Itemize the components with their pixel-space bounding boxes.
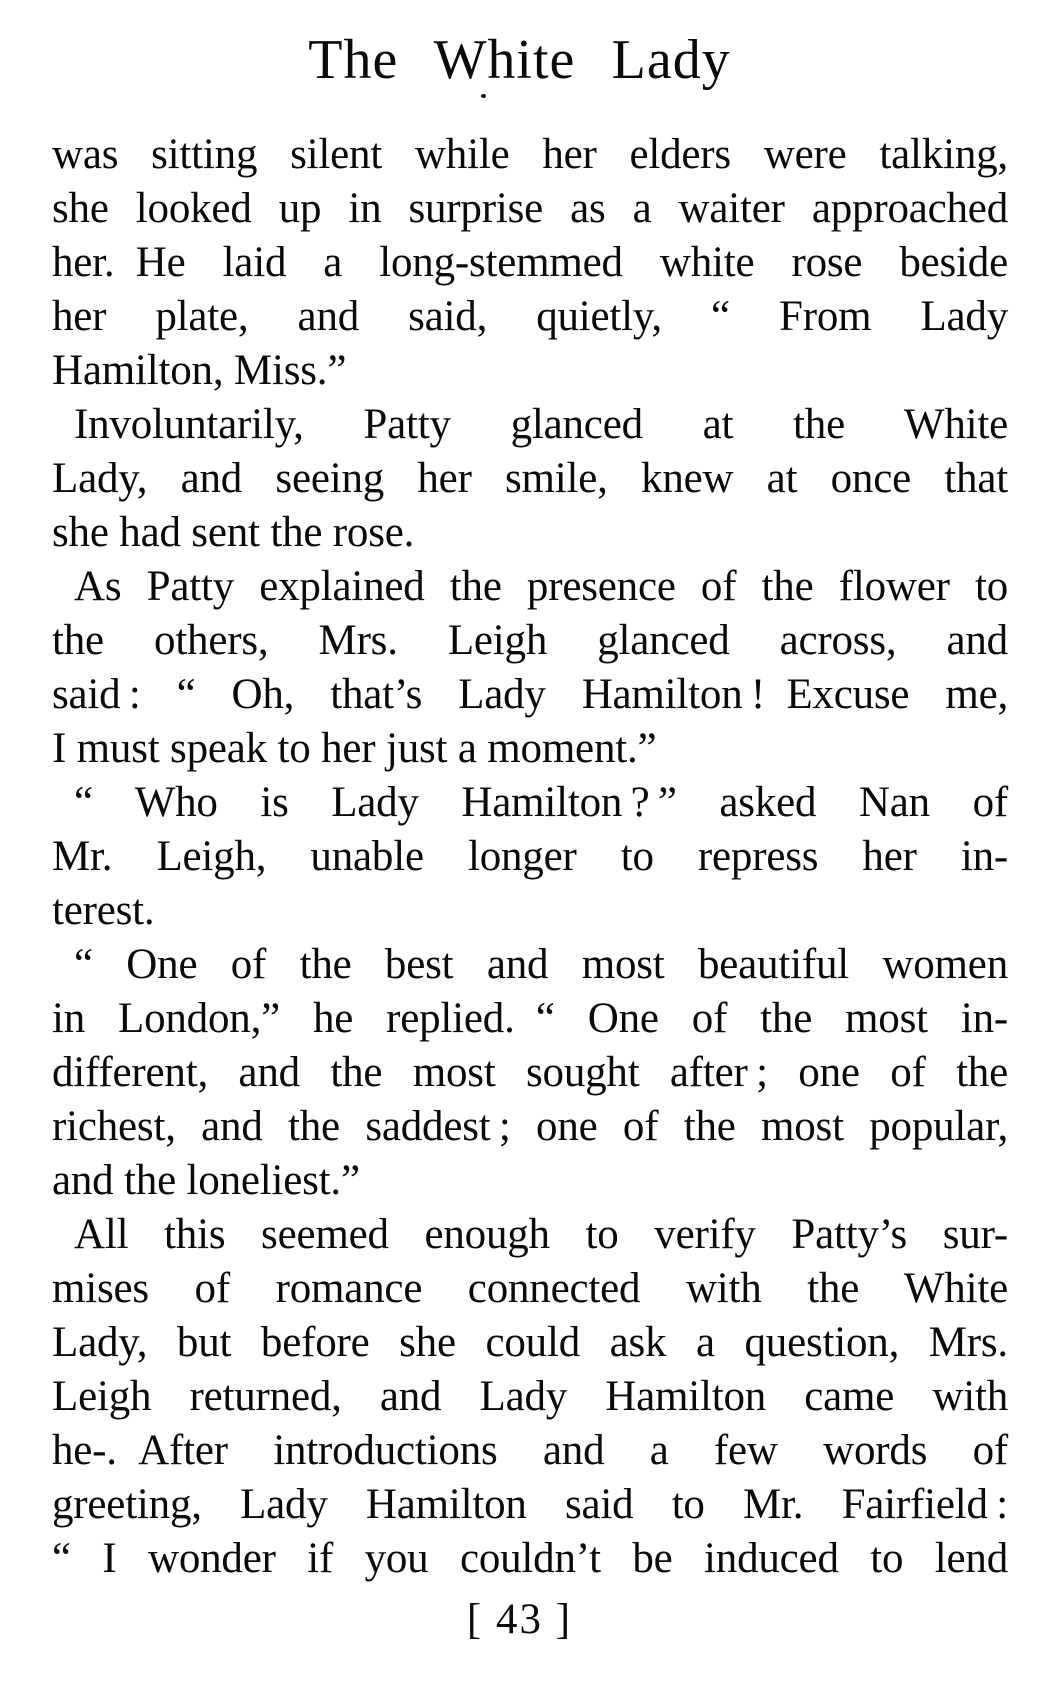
text-line: Leigh returned, and Lady Hamilton came with	[52, 1373, 1008, 1420]
text-line: greeting, Lady Hamilton said to Mr. Fairfield :	[52, 1481, 1008, 1528]
page-number: [ 43 ]	[466, 1596, 573, 1643]
text-line: Hamilton, Miss.”	[52, 347, 347, 394]
text-line: in London,” he replied. “ One of the most in-	[52, 995, 1008, 1042]
text-line: her. He laid a long-stemmed white rose beside	[52, 239, 1008, 286]
scan-artifact-dot	[481, 94, 486, 98]
page-title: The White Lady	[308, 29, 731, 91]
text-line: “ One of the best and most beautiful women	[74, 941, 1008, 988]
text-line: said : “ Oh, that’s Lady Hamilton ! Excuse me,	[52, 671, 1008, 718]
text-line: “ Who is Lady Hamilton ? ” asked Nan of	[74, 779, 1008, 826]
text-line: Mr. Leigh, unable longer to repress her in-	[52, 833, 1008, 880]
text-line: she had sent the rose.	[52, 509, 415, 556]
text-line: he-. After introductions and a few words of	[52, 1427, 1008, 1474]
text-line: and the loneliest.”	[52, 1157, 360, 1204]
text-line: All this seemed enough to verify Patty’s sur-	[74, 1211, 1008, 1258]
text-line: different, and the most sought after ; one of the	[52, 1049, 1008, 1096]
text-line: richest, and the saddest ; one of the most popular,	[52, 1103, 1008, 1150]
text-line: I must speak to her just a moment.”	[52, 725, 657, 772]
text-line: As Patty explained the presence of the flower to	[74, 563, 1008, 610]
text-line: Lady, and seeing her smile, knew at once that	[52, 455, 1008, 502]
text-line: mises of romance connected with the White	[52, 1265, 1008, 1312]
text-line: Lady, but before she could ask a question, Mrs.	[52, 1319, 1008, 1366]
page-body	[52, 128, 1008, 1586]
text-line: terest.	[52, 887, 155, 934]
text-line: she looked up in surprise as a waiter approached	[52, 185, 1008, 232]
text-line: Involuntarily, Patty glanced at the White	[74, 401, 1008, 448]
text-line: the others, Mrs. Leigh glanced across, and	[52, 617, 1008, 664]
text-line: “ I wonder if you couldn’t be induced to lend	[52, 1535, 1008, 1582]
text-line: her plate, and said, quietly, “ From Lady	[52, 293, 1008, 340]
text-line: was sitting silent while her elders were talking,	[52, 131, 1008, 178]
